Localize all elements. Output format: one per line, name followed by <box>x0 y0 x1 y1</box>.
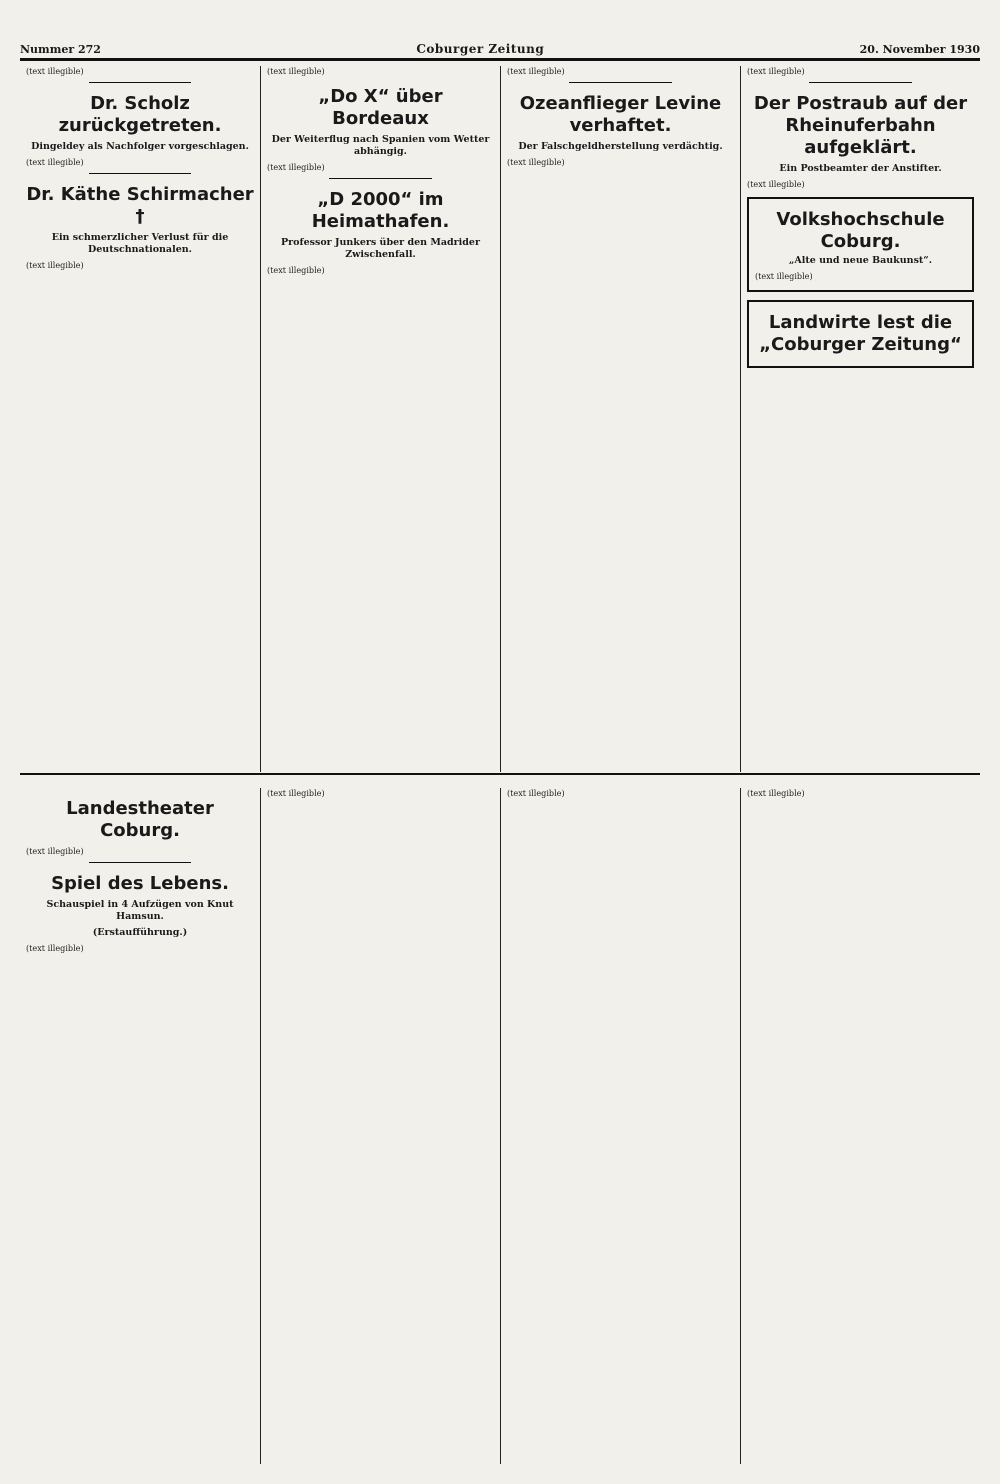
body-text: (text illegible) <box>507 157 565 168</box>
section-divider <box>20 773 980 775</box>
body-text: (text illegible) <box>26 157 84 168</box>
body-text: (text illegible) <box>26 260 84 271</box>
body-text: (text illegible) <box>747 179 805 190</box>
newspaper-title: Coburger Zeitung <box>416 42 545 56</box>
subhead-volkshochschule: „Alte und neue Baukunst“. <box>788 255 933 267</box>
headline-scholz: Dr. Scholz zurückgetreten. <box>58 93 222 137</box>
volkshochschule-box <box>747 197 974 291</box>
headline-landwirte: Landwirte lest die „Coburger Zeitung“ <box>759 311 962 355</box>
body-text: (text illegible) <box>747 66 805 76</box>
body-text: (text illegible) <box>507 788 565 798</box>
body-text: (text illegible) <box>755 271 813 282</box>
divider <box>89 173 192 174</box>
body-text: (text illegible) <box>747 788 805 798</box>
divider <box>89 862 192 863</box>
divider <box>569 82 671 83</box>
masthead <box>20 36 980 56</box>
lower-column-1 <box>20 788 260 1464</box>
column-1 <box>20 66 260 772</box>
issue-date: 20. November 1930 <box>859 43 980 56</box>
landwirte-box <box>747 300 974 368</box>
headline-schirmacher: Dr. Käthe Schirmacher † <box>26 184 254 228</box>
body-text: (text illegible) <box>267 162 325 173</box>
subhead-dox: Der Weiterflug nach Spanien vom Wetter abhängig. <box>271 134 490 158</box>
subhead-scholz: Dingeldey als Nachfolger vorgeschlagen. <box>31 141 249 153</box>
headline-postraub: Der Postraub auf der Rheinuferbahn aufgeklärt. <box>753 93 968 159</box>
body-text: (text illegible) <box>267 265 325 276</box>
headline-spiel: Spiel des Lebens. <box>51 873 229 895</box>
subhead-schirmacher: Ein schmerzlicher Verlust für die Deutschnationalen. <box>51 232 229 256</box>
lower-column-2 <box>260 788 500 1464</box>
subhead-d2000: Professor Junkers über den Madrider Zwischenfall. <box>281 237 480 261</box>
divider <box>89 82 192 83</box>
lower-column-4 <box>740 788 980 1464</box>
column-3 <box>500 66 740 772</box>
subhead-postraub: Ein Postbeamter der Anstifter. <box>779 163 942 175</box>
column-4 <box>740 66 980 772</box>
headline-d2000: „D 2000“ im Heimathafen. <box>311 189 450 233</box>
body-text: (text illegible) <box>267 66 325 76</box>
headline-dox: „Do X“ über Bordeaux <box>318 86 443 130</box>
issue-number: Nummer 272 <box>20 43 101 56</box>
body-text: (text illegible) <box>26 846 84 856</box>
lower-column-3 <box>500 788 740 1464</box>
divider <box>329 178 431 179</box>
body-text: (text illegible) <box>267 788 325 798</box>
headline-landestheater: Landestheater Coburg. <box>66 798 214 841</box>
column-2 <box>260 66 500 772</box>
headline-volkshochschule: Volkshochschule Coburg. <box>776 209 945 253</box>
headline-levine: Ozeanflieger Levine verhaftet. <box>519 93 722 137</box>
divider <box>809 82 911 83</box>
note-spiel: (Erstaufführung.) <box>92 927 188 939</box>
body-text: (text illegible) <box>507 66 565 76</box>
body-text: (text illegible) <box>26 943 84 954</box>
subhead-spiel: Schauspiel in 4 Aufzügen von Knut Hamsun. <box>46 899 234 923</box>
body-text: (text illegible) <box>26 66 84 76</box>
subhead-levine: Der Falschgeldherstellung verdächtig. <box>518 141 723 153</box>
masthead-rule <box>20 58 980 61</box>
